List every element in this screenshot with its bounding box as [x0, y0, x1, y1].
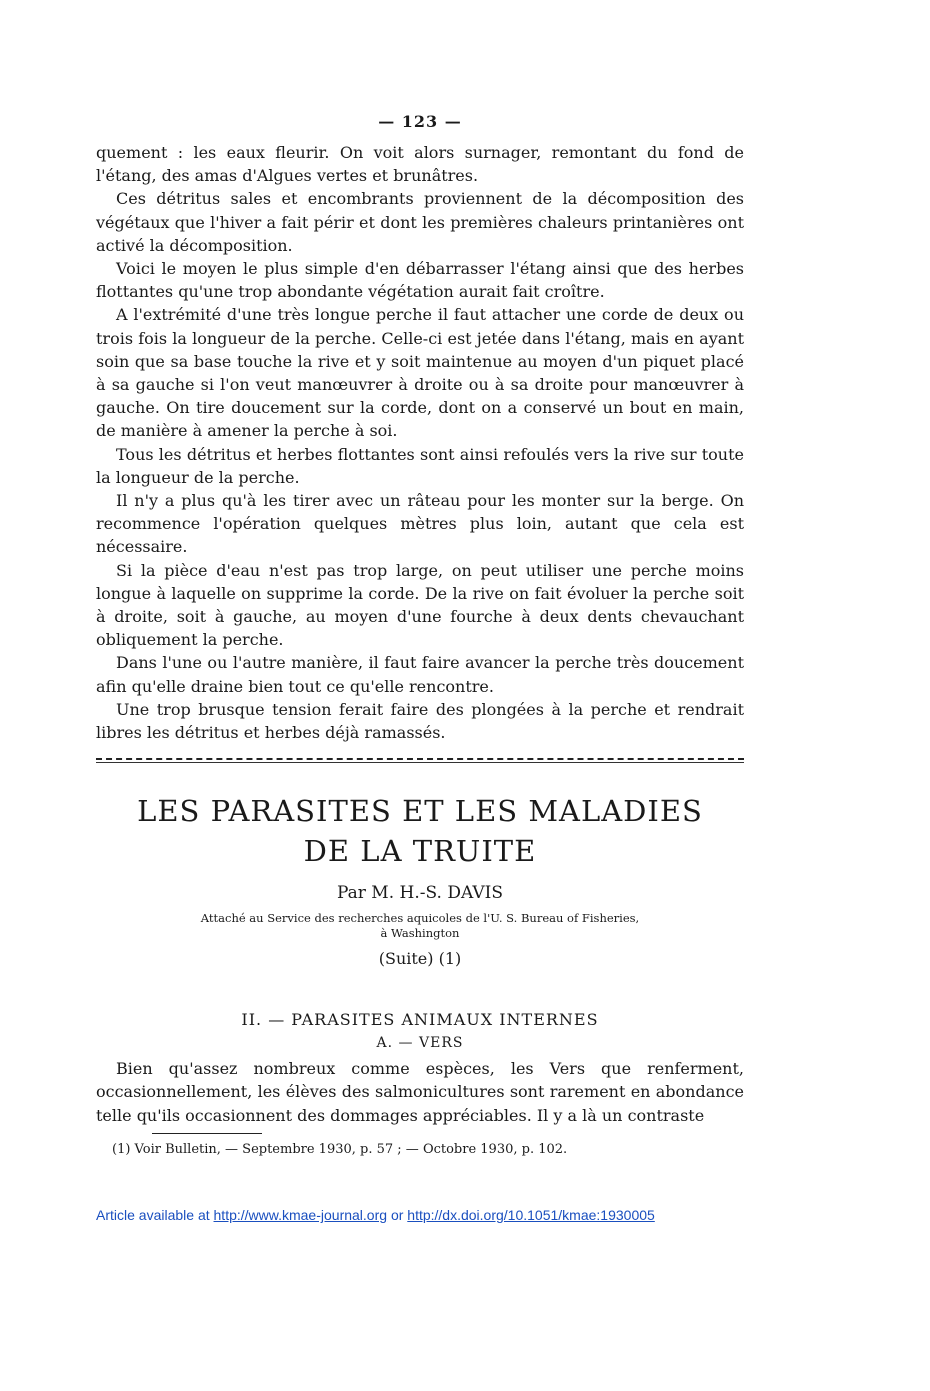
affiliation: [96, 911, 744, 941]
article-title-line-1: LES PARASITES ET LES MALADIES: [137, 794, 703, 829]
footnote-rule: [152, 1133, 262, 1134]
body-text: [96, 141, 744, 744]
page: [96, 112, 744, 1157]
body-paragraph: quement : les eaux fleurir. On voit alors surnager, remontant du fond de l'étang, des amas d'Algues vertes et brunâtres.: [96, 143, 744, 186]
page-number: — 123 —: [378, 112, 462, 131]
section-divider: [96, 758, 744, 760]
article-title-line-2: DE LA TRUITE: [303, 834, 537, 869]
body-paragraph: Ces détritus sales et encombrants proviennent de la décomposition des végétaux que l'hiver a fait périr et dont les premières chaleurs printanières ont activé la décomposition.: [96, 189, 744, 255]
section-paragraph: Bien qu'assez nombreux comme espèces, les Vers que renferment, occasionnellement, les élèves des salmonicultures sont rarement en abondance telle qu'ils occasionnent des dommages appréciables. Il y a là un contraste: [96, 1059, 744, 1125]
section-heading: II. — PARASITES ANIMAUX INTERNES: [241, 1010, 599, 1030]
footer-prefix: Article available at: [96, 1207, 210, 1223]
body-paragraph: Il n'y a plus qu'à les tirer avec un râteau pour les monter sur la berge. On recommence l'opération quelques mètres plus loin, autant que cela est nécessaire.: [96, 491, 744, 557]
byline: Par M. H.-S. DAVIS: [336, 883, 504, 904]
footnote: (1) Voir Bulletin, — Septembre 1930, p. 57 ; — Octobre 1930, p. 102.: [112, 1141, 568, 1157]
body-paragraph: Tous les détritus et herbes flottantes sont ainsi refoulés vers la rive sur toute la longueur de la perche.: [96, 444, 744, 487]
body-paragraph: Voici le moyen le plus simple d'en débarrasser l'étang ainsi que des herbes flottantes qu'une trop abondante végétation aurait fait croître.: [96, 259, 744, 302]
suite-note: (Suite) (1): [378, 949, 462, 969]
body-paragraph: Une trop brusque tension ferait faire des plongées à la perche et rendrait libres les détritus et herbes déjà ramassés.: [96, 699, 744, 743]
body-paragraph: Dans l'une ou l'autre manière, il faut faire avancer la perche très doucement afin qu'elle draine bien tout ce qu'elle rencontre.: [96, 653, 744, 696]
section-divider-underline: [96, 762, 744, 763]
article-title: [96, 791, 744, 871]
doi-link[interactable]: http://dx.doi.org/10.1051/kmae:1930005: [407, 1207, 655, 1223]
article-availability-footer: [96, 1207, 655, 1223]
body-paragraph: Si la pièce d'eau n'est pas trop large, on peut utiliser une perche moins longue à laquelle on supprime la corde. De la rive on fait évoluer la perche soit à droite, soit à gauche, au moyen d'une fourche à deux dents chevauchant obliquement la perche.: [96, 560, 744, 650]
footer-or: or: [390, 1207, 404, 1223]
body-paragraph: A l'extrémité d'une très longue perche il faut attacher une corde de deux ou trois fois la longueur de la perche. Celle-ci est jetée dans l'étang, mais en ayant soin que sa base touche la rive et y soit maintenue au moyen d'un piquet placé à sa gauche si l'on veut manœuvrer à droite ou à sa droite pour manœuvrer à gauche. On tire doucement sur la corde, dont on a conservé un bout en main, de manière à amener la perche à soi.: [96, 305, 744, 441]
affiliation-line-2: à Washington: [380, 926, 460, 941]
journal-link[interactable]: http://www.kmae-journal.org: [213, 1207, 388, 1223]
affiliation-line-1: Attaché au Service des recherches aquicoles de l'U. S. Bureau of Fisheries,: [200, 911, 640, 926]
subsection-heading: A. — VERS: [376, 1035, 464, 1052]
section-body: [96, 1057, 744, 1127]
